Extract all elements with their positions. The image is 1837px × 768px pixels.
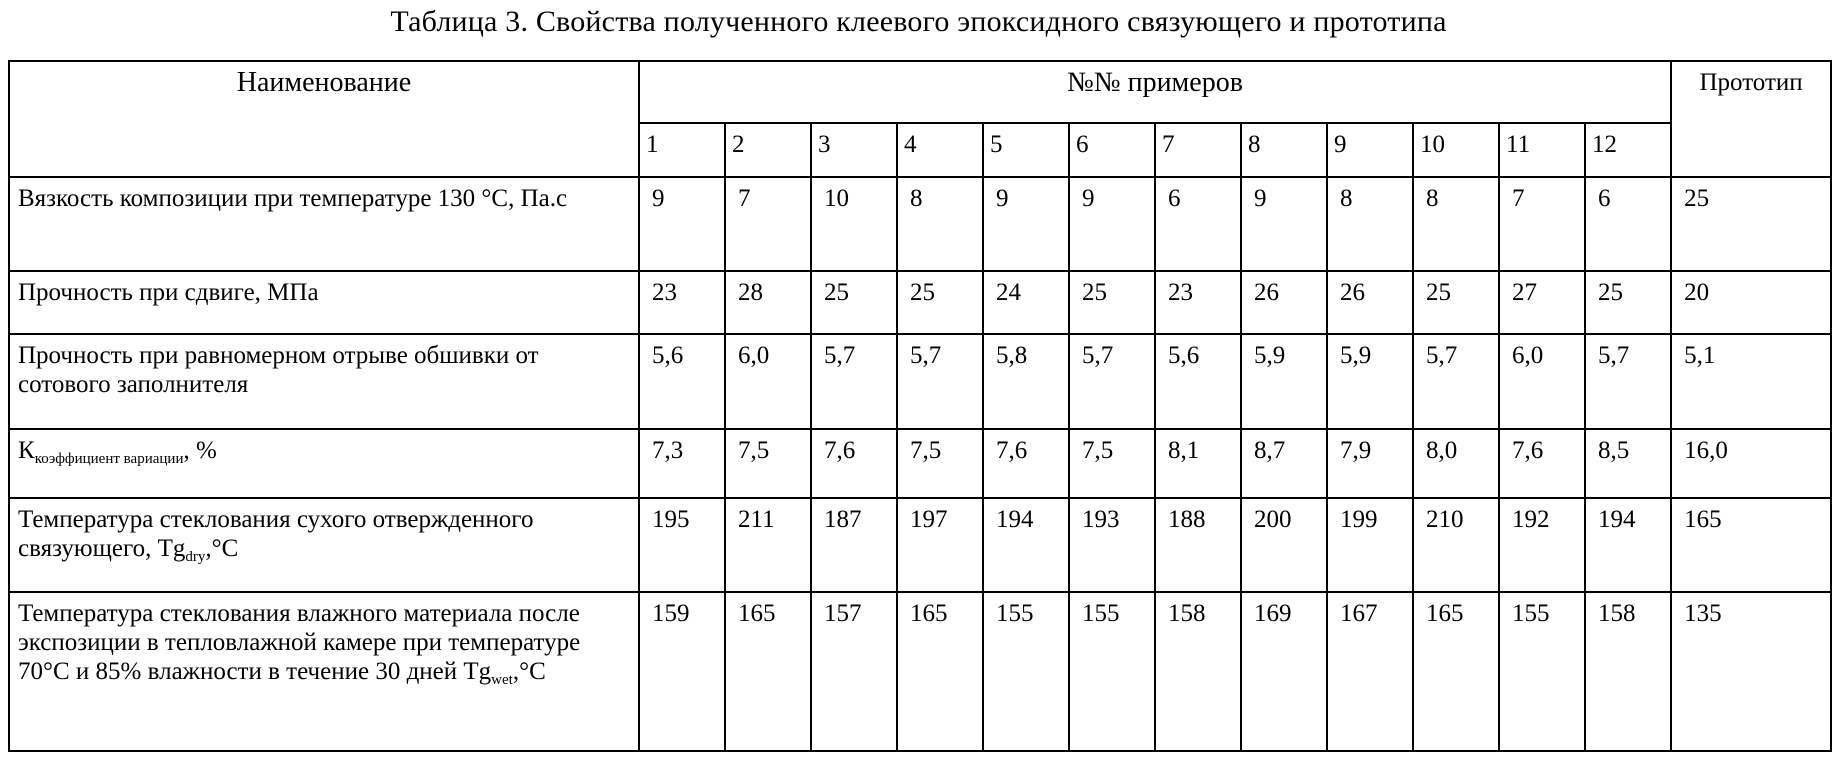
row-label-main: К [18, 437, 35, 464]
header-example-number: 2 [725, 123, 811, 177]
cell-value: 7,5 [725, 429, 811, 498]
cell-value: 157 [811, 592, 897, 751]
cell-prototype: 20 [1671, 271, 1831, 334]
cell-value: 194 [1585, 498, 1671, 592]
cell-value: 8 [1327, 177, 1413, 271]
cell-value: 8,0 [1413, 429, 1499, 498]
header-example-number: 8 [1241, 123, 1327, 177]
cell-value: 165 [897, 592, 983, 751]
cell-value: 7 [725, 177, 811, 271]
table-row [9, 334, 1831, 429]
cell-value: 6 [1585, 177, 1671, 271]
row-label [9, 592, 639, 751]
cell-value: 8,1 [1155, 429, 1241, 498]
cell-value: 6 [1155, 177, 1241, 271]
cell-value: 155 [1499, 592, 1585, 751]
cell-value: 7,5 [897, 429, 983, 498]
cell-value: 5,6 [1155, 334, 1241, 429]
cell-value: 7,6 [811, 429, 897, 498]
cell-prototype: 165 [1671, 498, 1831, 592]
cell-value: 211 [725, 498, 811, 592]
cell-value: 9 [1069, 177, 1155, 271]
header-example-number: 6 [1069, 123, 1155, 177]
row-label-tail: , % [183, 437, 217, 464]
cell-value: 192 [1499, 498, 1585, 592]
row-label [9, 498, 639, 592]
cell-value: 8,5 [1585, 429, 1671, 498]
row-label-tail: ,°С [512, 658, 546, 685]
table-row [9, 592, 1831, 751]
cell-value: 5,6 [639, 334, 725, 429]
cell-value: 194 [983, 498, 1069, 592]
cell-value: 8 [897, 177, 983, 271]
cell-value: 28 [725, 271, 811, 334]
table-row [9, 498, 1831, 592]
row-label-main: Температура стеклования сухого отвержденного связующего, Tg [18, 506, 534, 562]
cell-value: 5,7 [811, 334, 897, 429]
cell-value: 5,7 [1585, 334, 1671, 429]
cell-value: 7,5 [1069, 429, 1155, 498]
row-label-subscript: wet [491, 672, 513, 688]
cell-value: 187 [811, 498, 897, 592]
cell-value: 25 [897, 271, 983, 334]
cell-value: 26 [1241, 271, 1327, 334]
table-caption: Таблица 3. Свойства полученного клеевого эпоксидного связующего и прототипа [390, 5, 1447, 38]
cell-value: 5,7 [897, 334, 983, 429]
cell-value: 6,0 [1499, 334, 1585, 429]
cell-value: 10 [811, 177, 897, 271]
cell-value: 7,6 [1499, 429, 1585, 498]
cell-value: 25 [811, 271, 897, 334]
cell-value: 200 [1241, 498, 1327, 592]
cell-value: 7,9 [1327, 429, 1413, 498]
cell-prototype: 25 [1671, 177, 1831, 271]
cell-value: 199 [1327, 498, 1413, 592]
row-label [9, 429, 639, 498]
cell-value: 26 [1327, 271, 1413, 334]
cell-value: 158 [1155, 592, 1241, 751]
header-example-number: 3 [811, 123, 897, 177]
cell-value: 158 [1585, 592, 1671, 751]
cell-value: 9 [983, 177, 1069, 271]
cell-value: 8 [1413, 177, 1499, 271]
table-row [9, 177, 1831, 271]
header-example-number: 7 [1155, 123, 1241, 177]
cell-value: 195 [639, 498, 725, 592]
header-example-number: 11 [1499, 123, 1585, 177]
cell-prototype: 16,0 [1671, 429, 1831, 498]
cell-value: 7,6 [983, 429, 1069, 498]
row-label: Прочность при сдвиге, МПа [9, 271, 639, 334]
cell-value: 7,3 [639, 429, 725, 498]
cell-value: 5,7 [1413, 334, 1499, 429]
row-label-tail: ,°С [205, 535, 239, 562]
header-example-number: 5 [983, 123, 1069, 177]
table-body [9, 61, 1831, 751]
header-example-number: 12 [1585, 123, 1671, 177]
cell-value: 155 [1069, 592, 1155, 751]
cell-value: 169 [1241, 592, 1327, 751]
table-row [9, 271, 1831, 334]
header-example-number: 9 [1327, 123, 1413, 177]
cell-value: 188 [1155, 498, 1241, 592]
row-label-subscript: коэффициент вариации [34, 451, 184, 467]
cell-value: 9 [1241, 177, 1327, 271]
row-label-subscript: dry [185, 549, 206, 565]
cell-value: 165 [725, 592, 811, 751]
cell-value: 210 [1413, 498, 1499, 592]
cell-value: 5,8 [983, 334, 1069, 429]
cell-value: 155 [983, 592, 1069, 751]
row-label: Вязкость композиции при температуре 130 °С, Па.с [9, 177, 639, 271]
cell-value: 5,9 [1241, 334, 1327, 429]
row-label-main: Температура стеклования влажного материала после экспозиции в тепловлажной камере при температуре 70°С и 85% влажности в течение 30 дней Tg [18, 600, 581, 685]
cell-prototype: 135 [1671, 592, 1831, 751]
cell-value: 23 [1155, 271, 1241, 334]
cell-value: 7 [1499, 177, 1585, 271]
header-row [9, 61, 1831, 123]
header-prototype: Прототип [1671, 61, 1831, 177]
cell-value: 6,0 [725, 334, 811, 429]
cell-value: 25 [1069, 271, 1155, 334]
cell-value: 24 [983, 271, 1069, 334]
cell-value: 25 [1585, 271, 1671, 334]
header-name: Наименование [9, 61, 639, 177]
cell-value: 193 [1069, 498, 1155, 592]
header-example-number: 4 [897, 123, 983, 177]
cell-value: 27 [1499, 271, 1585, 334]
properties-table [8, 60, 1832, 752]
cell-prototype: 5,1 [1671, 334, 1831, 429]
row-label: Прочность при равномерном отрыве обшивки от сотового заполнителя [9, 334, 639, 429]
cell-value: 9 [639, 177, 725, 271]
cell-value: 159 [639, 592, 725, 751]
cell-value: 23 [639, 271, 725, 334]
header-example-number: 10 [1413, 123, 1499, 177]
header-example-number: 1 [639, 123, 725, 177]
cell-value: 165 [1413, 592, 1499, 751]
cell-value: 197 [897, 498, 983, 592]
cell-value: 5,7 [1069, 334, 1155, 429]
cell-value: 8,7 [1241, 429, 1327, 498]
cell-value: 5,9 [1327, 334, 1413, 429]
cell-value: 25 [1413, 271, 1499, 334]
cell-value: 167 [1327, 592, 1413, 751]
header-examples: №№ примеров [639, 61, 1671, 123]
table-row [9, 429, 1831, 498]
